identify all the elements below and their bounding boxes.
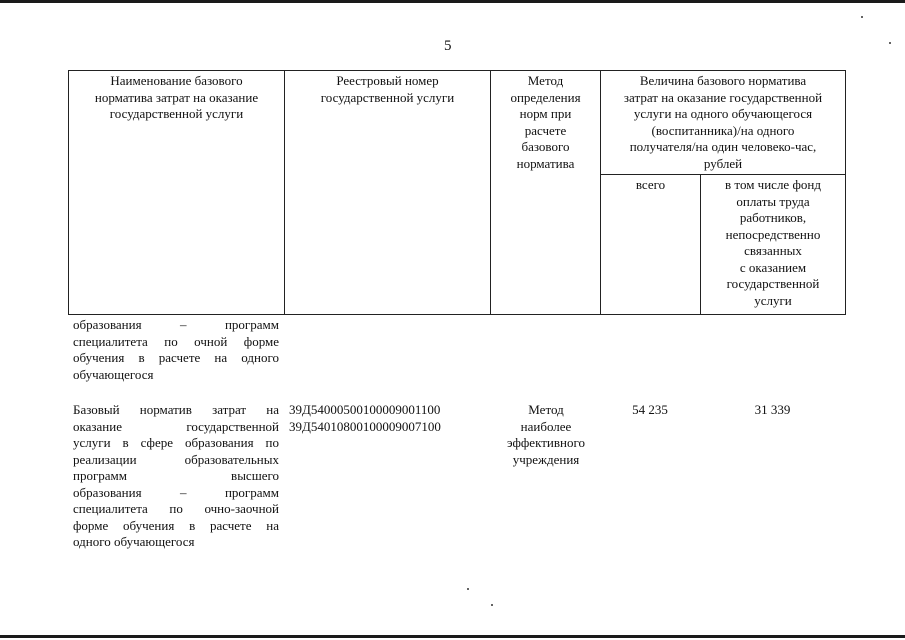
header-value-cell: Величина базового норматива затрат на оказание государственной услуги на одного обучающегося (воспитанника)/на одного получателя/на один человеко-час, рублей (601, 71, 846, 175)
header-fund-cell: в том числе фонд оплаты труда работников, непосредственно связанных с оказанием государственной услуги (701, 175, 846, 315)
row-1-name: образования – программ специалитета по очной форме обучения в расчете на одного обучающегося (73, 317, 279, 382)
row-2-total: 54 235 (632, 402, 668, 417)
header-total-cell: всего (601, 175, 701, 315)
row-2-method: Метод наиболее эффективного учреждения (507, 402, 585, 467)
header-method-cell: Метод определения норм при расчете базового норматива (491, 71, 601, 315)
row-2-codes: 39Д54000500100009001100 39Д54010800100009007100 (289, 402, 441, 434)
scan-speck (467, 588, 469, 590)
bottom-scan-border (0, 635, 905, 638)
header-table (68, 70, 846, 315)
scan-speck (491, 604, 493, 606)
scan-speck (889, 42, 891, 44)
row-2-fund: 31 339 (754, 402, 791, 417)
page-number: 5 (444, 38, 452, 54)
row-2-name: Базовый норматив затрат на оказание государственной услуги в сфере образования по реализации образовательных программ высшего образования – программ специалитета по очно-заочной форме обучения в расчете на одного обучающегося (73, 402, 279, 549)
scan-speck (861, 16, 863, 18)
top-scan-border (0, 0, 905, 3)
header-name-cell: Наименование базового норматива затрат на оказание государственной услуги (69, 71, 285, 315)
header-code-cell: Реестровый номер государственной услуги (285, 71, 491, 315)
